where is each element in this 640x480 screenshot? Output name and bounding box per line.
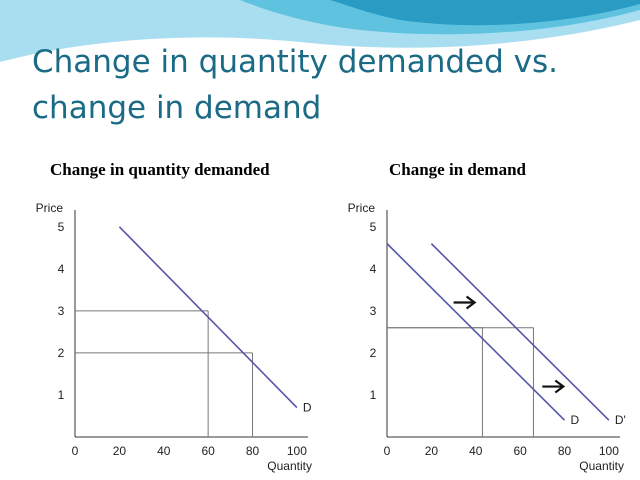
quantity-demanded-chart <box>20 190 320 480</box>
chart1-y-tick-label: 1 <box>369 387 377 402</box>
chart1-demand-curve <box>431 244 609 421</box>
chart1-y-tick-label: 5 <box>369 219 377 234</box>
chart0-y-tick-label: 2 <box>57 345 65 360</box>
chart0-x-tick-label: 60 <box>201 444 215 458</box>
chart0-y-tick-label: 4 <box>57 261 65 276</box>
chart0-x-tick-label: 80 <box>245 444 260 458</box>
right-chart-subtitle: Change in demand <box>389 160 526 179</box>
chart0-y-tick-label: 3 <box>57 303 65 318</box>
chart0-y-axis-label: Price <box>35 201 63 215</box>
chart1-x-axis-label: Quantity <box>579 459 624 473</box>
chart1-x-tick-label: 60 <box>513 444 527 458</box>
chart1-x-tick-label: 100 <box>598 444 619 458</box>
chart1-y-axis-label: Price <box>347 201 375 215</box>
chart1-y-tick-label: 2 <box>369 345 377 360</box>
chart1-y-tick-label: 3 <box>369 303 377 318</box>
chart0-x-tick-label: 20 <box>112 444 127 458</box>
slide-title-line-1: Change in quantity demanded vs. <box>32 44 558 80</box>
chart1-x-tick-label: 40 <box>469 444 483 458</box>
chart0-y-tick-label: 5 <box>57 219 65 234</box>
chart0-x-axis-label: Quantity <box>267 459 312 473</box>
chart1-curve-label: D' <box>614 413 626 428</box>
chart1-curve-label: D <box>570 413 580 428</box>
chart0-curve-label: D <box>302 400 312 415</box>
chart0-x-tick-label: 0 <box>71 444 79 458</box>
chart1-y-tick-label: 4 <box>369 261 377 276</box>
chart1-demand-curve <box>387 244 565 421</box>
chart1-x-tick-label: 80 <box>557 444 572 458</box>
chart1-x-tick-label: 20 <box>424 444 439 458</box>
change-in-demand-chart <box>332 190 632 480</box>
chart0-y-tick-label: 1 <box>57 387 65 402</box>
left-chart-subtitle: Change in quantity demanded <box>50 160 270 179</box>
chart0-x-tick-label: 40 <box>157 444 171 458</box>
chart0-x-tick-label: 100 <box>286 444 307 458</box>
chart1-x-tick-label: 0 <box>383 444 391 458</box>
slide-title-line-2: change in demand <box>32 90 322 126</box>
